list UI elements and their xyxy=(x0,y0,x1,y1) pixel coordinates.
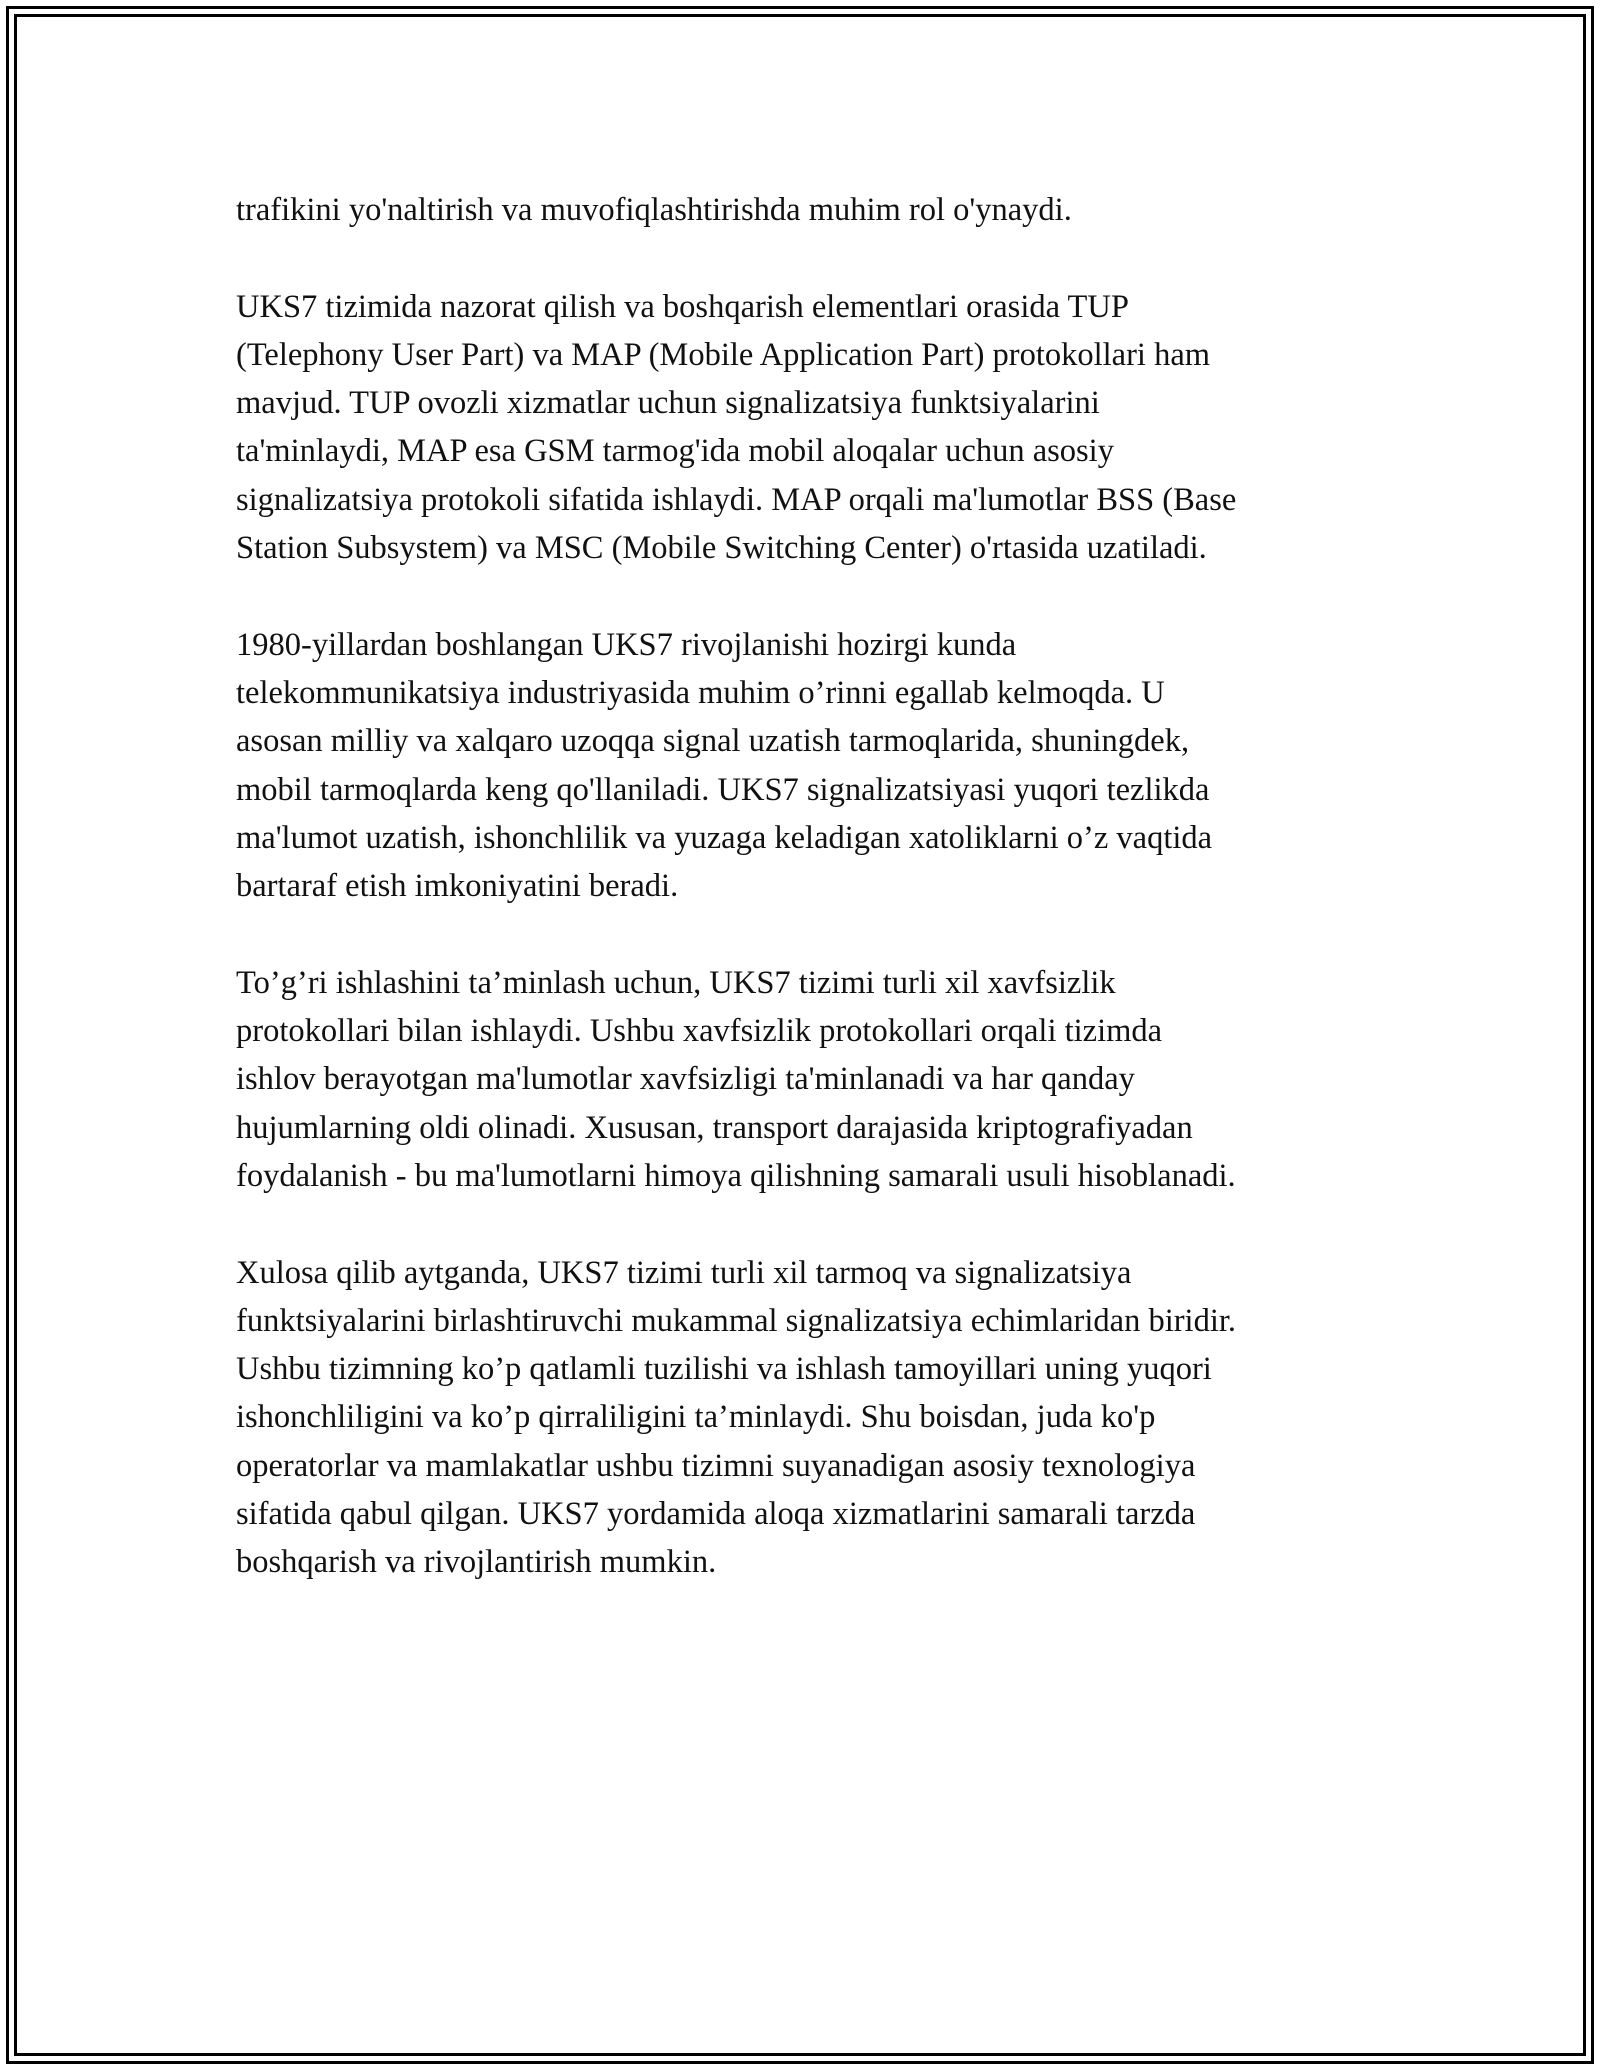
text-line: signalizatsiya protokoli sifatida ishlaydi. MAP orqali ma'lumotlar BSS (Base xyxy=(236,481,1237,518)
text-line: ishonchliligini va ko’p qirraliligini ta’minlaydi. Shu boisdan, juda ko'p xyxy=(236,1399,1156,1436)
text-line: Ushbu tizimning ko’p qatlamli tuzilishi va ishlash tamoyillari uning yuqori xyxy=(236,1351,1212,1388)
paragraph-1 xyxy=(236,186,1396,234)
text-line: asosan milliy va xalqaro uzoqqa signal uzatish tarmoqlarida, shuningdek, xyxy=(236,723,1190,760)
text-line: boshqarish va rivojlantirish mumkin. xyxy=(236,1544,717,1581)
text-line: sifatida qabul qilgan. UKS7 yordamida aloqa xizmatlarini samarali tarzda xyxy=(236,1496,1196,1533)
text-line: Xulosa qilib aytganda, UKS7 tizimi turli xil tarmoq va signalizatsiya xyxy=(236,1254,1132,1291)
text-line: UKS7 tizimida nazorat qilish va boshqarish elementlari orasida TUP xyxy=(236,288,1129,325)
paragraph-5 xyxy=(236,1249,1396,1587)
text-line: hujumlarning oldi olinadi. Xususan, transport darajasida kriptografiyadan xyxy=(236,1109,1193,1146)
text-line: foydalanish - bu ma'lumotlarni himoya qilishning samarali usuli hisoblanadi. xyxy=(236,1157,1236,1194)
text-line: To’g’ri ishlashini ta’minlash uchun, UKS7 tizimi turli xil xavfsizlik xyxy=(236,964,1116,1001)
text-line: mavjud. TUP ovozli xizmatlar uchun signalizatsiya funktsiyalarini xyxy=(236,385,1100,422)
text-line: telekommunikatsiya industriyasida muhim o’rinni egallab kelmoqda. U xyxy=(236,674,1165,711)
paragraph-2 xyxy=(236,283,1396,573)
text-line: bartaraf etish imkoniyatini beradi. xyxy=(236,868,679,905)
text-line: ta'minlaydi, MAP esa GSM tarmog'ida mobil aloqalar uchun asosiy xyxy=(236,433,1114,470)
text-line: mobil tarmoqlarda keng qo'llaniladi. UKS7 signalizatsiyasi yuqori tezlikda xyxy=(236,771,1210,808)
text-line: ma'lumot uzatish, ishonchlilik va yuzaga keladigan xatoliklarni o’z vaqtida xyxy=(236,819,1213,856)
text-line: 1980-yillardan boshlangan UKS7 rivojlanishi hozirgi kunda xyxy=(236,626,1017,663)
text-line: funktsiyalarini birlashtiruvchi mukammal signalizatsiya echimlaridan biridir. xyxy=(236,1302,1237,1339)
paragraph-3 xyxy=(236,621,1396,911)
text-line: trafikini yo'naltirish va muvofiqlashtirishda muhim rol o'ynaydi. xyxy=(236,192,1072,228)
document-body xyxy=(236,186,1396,1635)
paragraph-4 xyxy=(236,959,1396,1200)
text-line: (Telephony User Part) va MAP (Mobile Application Part) protokollari ham xyxy=(236,336,1211,373)
text-line: protokollari bilan ishlaydi. Ushbu xavfsizlik protokollari orqali tizimda xyxy=(236,1013,1163,1050)
text-line: ishlov berayotgan ma'lumotlar xavfsizligi ta'minlanadi va har qanday xyxy=(236,1061,1135,1098)
text-line: operatorlar va mamlakatlar ushbu tizimni suyanadigan asosiy texnologiya xyxy=(236,1447,1196,1484)
text-line: Station Subsystem) va MSC (Mobile Switching Center) o'rtasida uzatiladi. xyxy=(236,530,1207,567)
